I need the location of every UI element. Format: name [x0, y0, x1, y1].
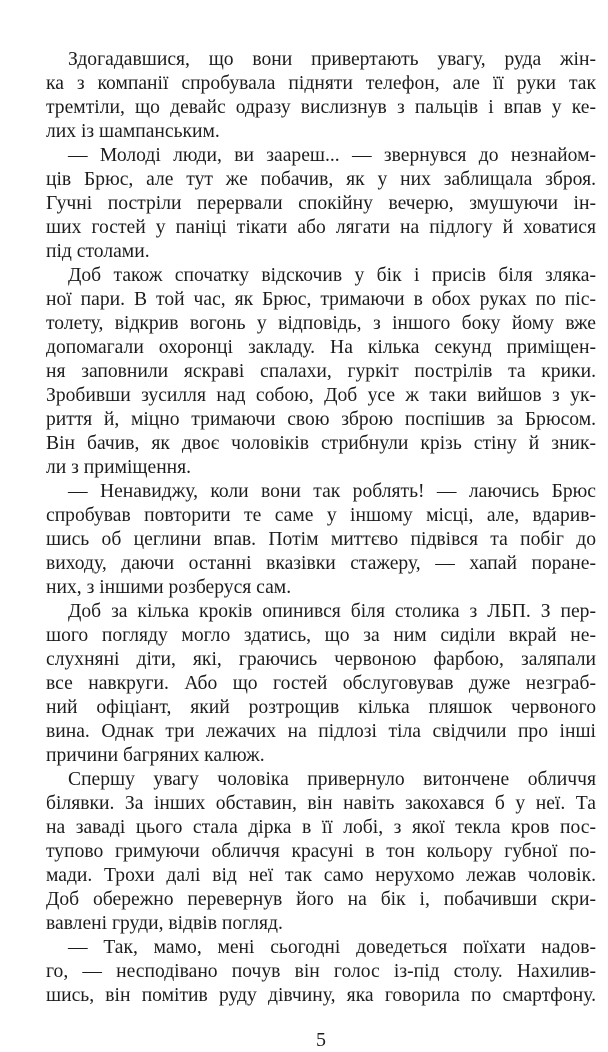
text-line: ших гостей у паніці тікати або лягати на підлогу й ховатися	[46, 217, 596, 238]
text-line: риття й, міцно тримаючи свою зброю поспішив за Брюсом.	[46, 409, 596, 430]
text-line: тупово гримуючи обличчя красуні в тон кольору губної по-	[46, 841, 596, 862]
text-line: білявки. За інших обставин, він навіть закохався б у неї. Та	[46, 793, 596, 814]
text-line: слухняні діти, які, граючись червоною фарбою, заляпали	[46, 649, 596, 670]
paragraph	[46, 936, 596, 1008]
text-line: тремтіли, що девайс одразу вислизнув з пальців і впав у ке-	[46, 97, 596, 118]
paragraph	[46, 144, 596, 264]
text-line: шись, він помітив руду дівчину, яка говорила по смартфону.	[46, 985, 596, 1006]
text-line: — Ненавиджу, коли вони так роблять! — лаючись Брюс	[68, 481, 596, 502]
text-line: під столами.	[46, 241, 150, 262]
page-number: 5	[316, 1029, 326, 1051]
text-line: — Молоді люди, ви зaареш... — звернувся до незнайом-	[68, 145, 596, 166]
text-line: ний офіціант, який розтрощив кілька пляшок червоного	[46, 697, 596, 718]
text-line: шого погляду могло здатись, що за ним сиділи вкрай не-	[46, 625, 596, 646]
text-line: вина. Однак три лежачих на підлозі тіла свідчили про інші	[46, 721, 596, 742]
text-body	[46, 48, 596, 1008]
text-line: ка з компанії спробувала підняти телефон, але її руки так	[46, 73, 596, 94]
paragraph	[46, 768, 596, 936]
text-line: мади. Трохи далі від неї так само нерухомо лежав чоловік.	[46, 865, 596, 886]
text-line: толету, відкрив вогонь у відповідь, з іншого боку йому вже	[46, 313, 596, 334]
text-line: — Так, мамо, мені сьогодні доведеться поїхати надов-	[68, 937, 596, 958]
text-line: вавлені груди, відвів погляд.	[46, 913, 283, 934]
paragraph	[46, 480, 596, 600]
text-line: лих із шампанським.	[46, 121, 220, 142]
text-line: Доб за кілька кроків опинився біля столика з ЛБП. З пер-	[68, 601, 596, 622]
text-line: Він бачив, як двоє чоловіків стрибнули крізь стіну й зник-	[46, 433, 596, 454]
book-page-text	[46, 48, 596, 1052]
text-line: Спершу увагу чоловіка привернуло витончене обличчя	[68, 769, 596, 790]
text-line: ня заповнили яскраві спалахи, гуркіт пострілів та крики.	[46, 361, 596, 382]
text-line: го, — несподівано почув він голос із-під столу. Нахилив-	[46, 961, 596, 982]
text-line: Доб також спочатку відскочив у бік і присів біля зляка-	[68, 265, 596, 286]
text-line: причини багряних калюж.	[46, 745, 265, 766]
text-line: Зробивши зусилля над собою, Доб усе ж таки вийшов з ук-	[46, 385, 596, 406]
text-line: допомагали охоронці закладу. На кілька секунд приміщен-	[46, 337, 596, 358]
text-line: Гучні постріли перервали спокійну вечерю, змушуючи ін-	[46, 193, 596, 214]
text-line: ної пари. В той час, як Брюс, тримаючи в обох руках по піс-	[46, 289, 596, 310]
text-line: Доб обережно перевернув його на бік і, побачивши скри-	[46, 889, 596, 910]
text-line: ців Брюс, але тут же побачив, як у них заблищала зброя.	[46, 169, 596, 190]
text-line: виходу, даючи останні вказівки стажеру, — хапай поране-	[46, 553, 596, 574]
text-line: Здогадавшися, що вони привертають увагу, руда жін-	[68, 49, 596, 70]
text-line: спробував повторити те саме у іншому місці, але, вдарив-	[46, 505, 596, 526]
paragraph	[46, 48, 596, 144]
text-line: шись об цеглини впав. Потім миттєво підвівся та побіг до	[46, 529, 596, 550]
paragraph	[46, 264, 596, 480]
text-line: них, з іншими розберуся сам.	[46, 577, 292, 598]
text-line: на заваді цього стала дірка в її лобі, з якої текла кров пос-	[46, 817, 596, 838]
text-line: все навкруги. Або що гостей обслуговував дуже незграб-	[46, 673, 596, 694]
paragraph	[46, 600, 596, 768]
text-line: ли з приміщення.	[46, 457, 192, 478]
